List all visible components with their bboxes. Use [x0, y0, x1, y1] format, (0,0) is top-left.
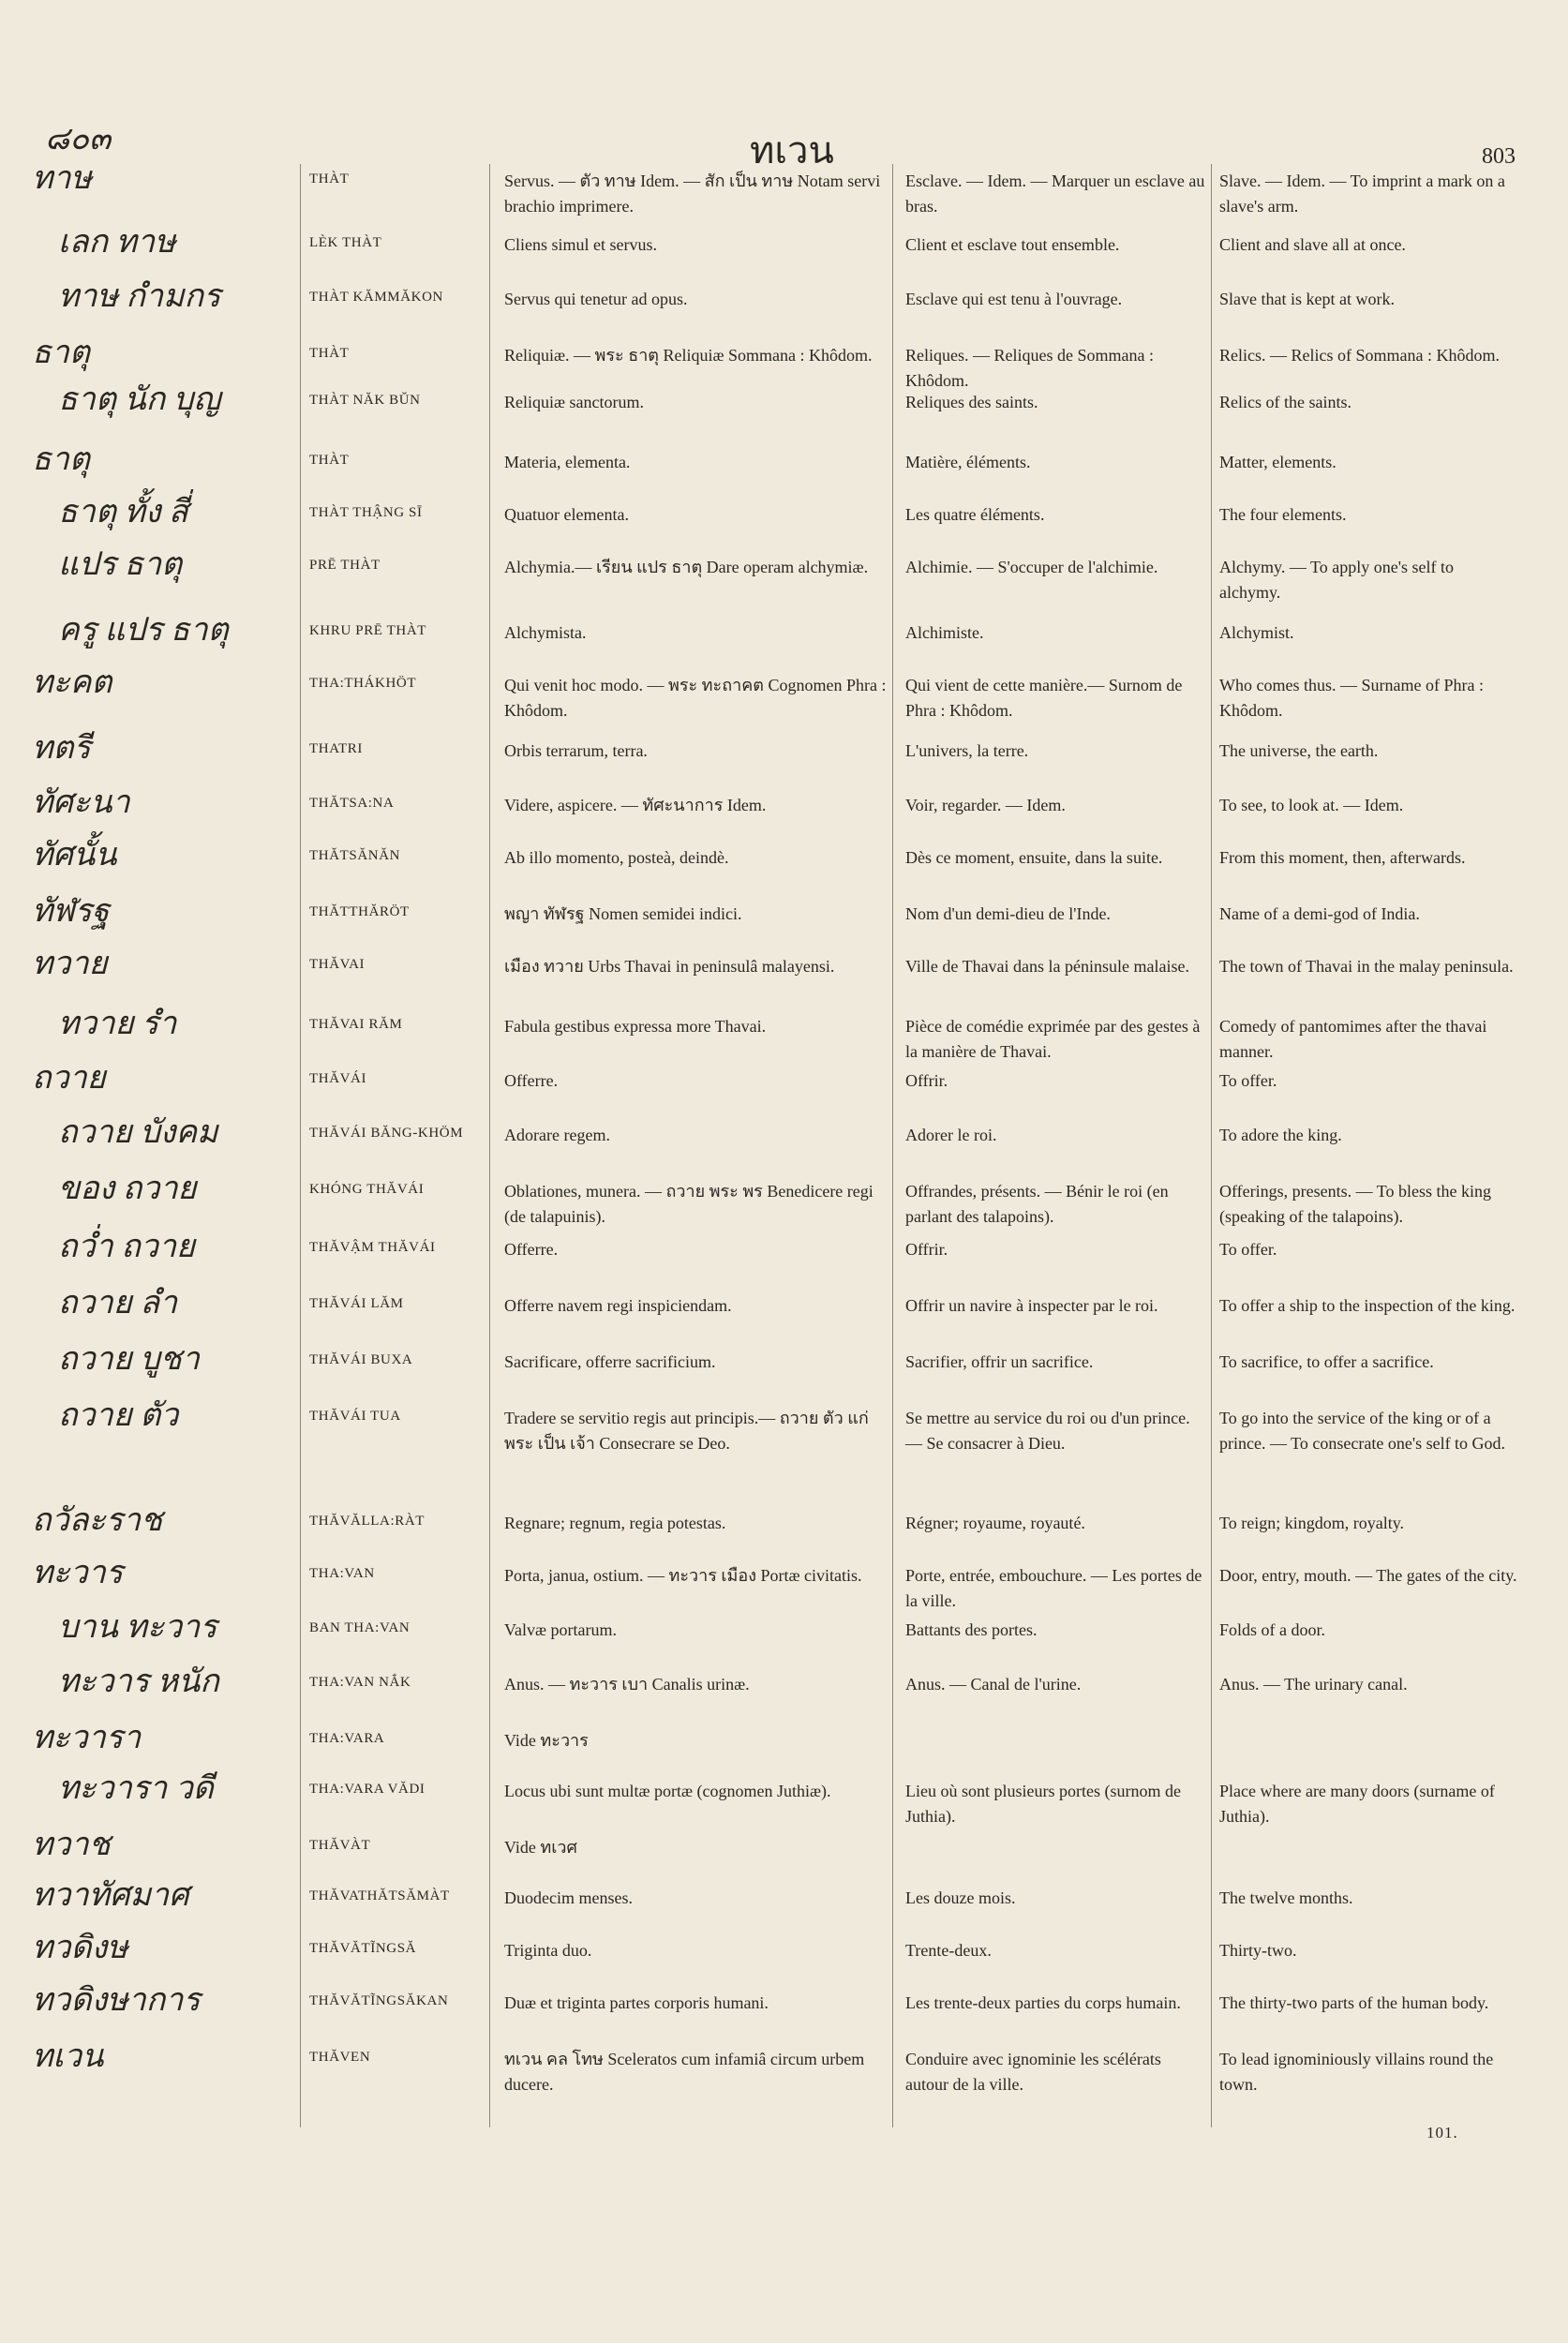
latin-definition: Porta, janua, ostium. — ทะวาร เมือง Portæ civitatis. — [504, 1566, 862, 1585]
french-definition: Les trente-deux parties du corps humain. — [905, 1993, 1181, 2012]
french-definition: Matière, éléments. — [905, 453, 1031, 471]
thai-headword: ทะวาร — [32, 1556, 124, 1590]
thai-headword: ทวาย รำ — [58, 1007, 177, 1041]
latin-definition: Locus ubi sunt multæ portæ (cognomen Juthiæ). — [504, 1782, 831, 1800]
latin-definition: Anus. — ทะวาร เบา Canalis urinæ. — [504, 1675, 750, 1694]
latin-definition: ทเวน คล โทษ Sceleratos cum infamiâ circum urbem ducere. — [504, 2050, 865, 2094]
romanization: THĂVÁI — [309, 1071, 367, 1086]
latin-definition: Sacrificare, offerre sacrificium. — [504, 1352, 716, 1371]
romanization: THATRI — [309, 741, 363, 756]
thai-headword: ทตรี — [32, 731, 91, 766]
latin-definition: Alchymista. — [504, 623, 587, 642]
thai-headword: ทะวารา วดี — [58, 1771, 214, 1806]
french-definition: Battants des portes. — [905, 1620, 1038, 1639]
column-rule-4 — [1211, 164, 1212, 2127]
romanization: THĂVAI — [309, 957, 366, 972]
english-definition: To offer. — [1219, 1240, 1277, 1259]
french-definition: Voir, regarder. — Idem. — [905, 796, 1066, 814]
romanization: THÀT THẬNG SĪ — [309, 505, 423, 520]
french-definition: Les quatre éléments. — [905, 505, 1045, 524]
latin-definition: เมือง ทวาย Urbs Thavai in peninsulâ malayensi. — [504, 957, 835, 976]
romanization: THĂVÁI TUA — [309, 1409, 401, 1424]
french-definition: Conduire avec ignominie les scélérats autour de la ville. — [905, 2050, 1161, 2094]
romanization: THĂVÀT — [309, 1838, 371, 1853]
french-definition: Qui vient de cette manière.— Surnom de Phra : Khôdom. — [905, 676, 1183, 720]
french-definition: Alchimie. — S'occuper de l'alchimie. — [905, 558, 1158, 576]
french-definition: Alchimiste. — [905, 623, 984, 642]
thai-headword: ถวาย — [32, 1061, 106, 1096]
latin-definition: Offerre. — [504, 1071, 559, 1090]
latin-definition: Offerre. — [504, 1240, 559, 1259]
latin-definition: Ab illo momento, posteà, deindè. — [504, 848, 729, 867]
french-definition: Reliques. — Reliques de Sommana : Khôdom. — [905, 346, 1154, 390]
running-head-word: ทเวน — [750, 129, 834, 172]
french-definition: Adorer le roi. — [905, 1126, 997, 1144]
english-definition: The universe, the earth. — [1219, 741, 1379, 760]
latin-definition: Alchymia.— เรียน แปร ธาตุ Dare operam alchymiæ. — [504, 558, 869, 576]
thai-headword: ทวาช — [32, 1828, 111, 1862]
english-definition: To offer a ship to the inspection of the king. — [1219, 1296, 1516, 1315]
thai-headword: เลก ทาษ — [58, 225, 176, 260]
thai-headword: ทะคต — [32, 665, 112, 700]
thai-headword: ทัศนั้น — [32, 838, 117, 873]
latin-definition: Oblationes, munera. — ถวาย พระ พร Benedicere regi (de talapuinis). — [504, 1182, 874, 1226]
english-definition: Door, entry, mouth. — The gates of the city. — [1219, 1566, 1517, 1585]
thai-headword: ถว่ำ ถวาย — [58, 1230, 195, 1264]
thai-headword: ถวัละราช — [32, 1503, 163, 1538]
english-definition: The four elements. — [1219, 505, 1347, 524]
english-definition: To reign; kingdom, royalty. — [1219, 1514, 1405, 1532]
romanization: PRĒ THÀT — [309, 558, 381, 573]
french-definition: Porte, entrée, embouchure. — Les portes de la ville. — [905, 1566, 1202, 1610]
english-definition: Relics. — Relics of Sommana : Khôdom. — [1219, 346, 1500, 365]
thai-headword: ทวาย — [32, 947, 108, 981]
column-rule-3 — [892, 164, 893, 2127]
romanization: THĂTTHĂRÖT — [309, 904, 410, 919]
latin-definition: Regnare; regnum, regia potestas. — [504, 1514, 726, 1532]
thai-headword: ครู แปร ธาตุ — [58, 613, 229, 648]
english-definition: Slave that is kept at work. — [1219, 290, 1395, 308]
thai-headword: ธาตุ นัก บุญ — [58, 382, 221, 417]
english-definition: Slave. — Idem. — To imprint a mark on a slave's arm. — [1219, 172, 1505, 216]
romanization: KHÓNG THĂVÁI — [309, 1182, 425, 1197]
thai-headword: ทัศะนา — [32, 785, 130, 820]
latin-definition: Adorare regem. — [504, 1126, 610, 1144]
latin-definition: Duodecim menses. — [504, 1888, 633, 1907]
french-definition: Sacrifier, offrir un sacrifice. — [905, 1352, 1094, 1371]
thai-headword: แปร ธาตุ — [58, 547, 183, 582]
romanization: THĂVÁI LĂM — [309, 1296, 404, 1311]
romanization: THĂVEN — [309, 2050, 371, 2065]
french-definition: Ville de Thavai dans la péninsule malaise. — [905, 957, 1189, 976]
romanization: THA:VAN — [309, 1566, 375, 1581]
english-definition: From this moment, then, afterwards. — [1219, 848, 1466, 867]
english-definition: Matter, elements. — [1219, 453, 1337, 471]
english-definition: The thirty-two parts of the human body. — [1219, 1993, 1489, 2012]
romanization: LÈK THÀT — [309, 235, 382, 250]
romanization: THA:VARA — [309, 1731, 385, 1746]
romanization: THÀT — [309, 346, 350, 361]
english-definition: Offerings, presents. — To bless the king (speaking of the talapoins). — [1219, 1182, 1492, 1226]
romanization: THÀT NĂK BŬN — [309, 393, 421, 408]
romanization: THA:THÁKHÖT — [309, 676, 417, 691]
romanization: THĂVAI RĂM — [309, 1017, 403, 1032]
latin-definition: Cliens simul et servus. — [504, 235, 657, 254]
latin-definition: Tradere se servitio regis aut principis.— ถวาย ตัว แก่ พระ เป็น เจ้า Consecrare se Deo. — [504, 1409, 869, 1453]
french-definition: Se mettre au service du roi ou d'un prince. — Se consacrer à Dieu. — [905, 1409, 1190, 1453]
thai-headword: ถวาย บังคม — [58, 1115, 218, 1150]
english-definition: Anus. — The urinary canal. — [1219, 1675, 1408, 1694]
english-definition: To lead ignominiously villains round the town. — [1219, 2050, 1494, 2094]
french-definition: Offrir. — [905, 1240, 948, 1259]
latin-definition: Qui venit hoc modo. — พระ ทะถาคต Cognomen Phra : Khôdom. — [504, 676, 887, 720]
column-rule-1 — [300, 164, 301, 2127]
english-definition: Alchymist. — [1219, 623, 1294, 642]
latin-definition: Offerre navem regi inspiciendam. — [504, 1296, 732, 1315]
romanization: THĂTSA:NA — [309, 796, 395, 811]
english-definition: To see, to look at. — Idem. — [1219, 796, 1404, 814]
page-number: 803 — [1482, 144, 1516, 169]
thai-headword: ถวาย ตัว — [58, 1398, 179, 1433]
thai-headword: ทัฬรฐ — [32, 894, 110, 929]
romanization: THĂTSĂNĂN — [309, 848, 401, 863]
latin-definition: Orbis terrarum, terra. — [504, 741, 648, 760]
romanization: THA:VAN NẮK — [309, 1675, 411, 1690]
latin-definition: Vide ทะวาร — [504, 1731, 589, 1750]
french-definition: Offrir. — [905, 1071, 948, 1090]
thai-headword: ถวาย บูชา — [58, 1342, 200, 1377]
latin-definition: Quatuor elementa. — [504, 505, 629, 524]
thai-headword: ทาษ — [32, 161, 92, 196]
romanization: THÀT — [309, 453, 350, 468]
romanization: THĂVẬM THĂVÁI — [309, 1240, 436, 1255]
thai-headword: ทะวาร หนัก — [58, 1664, 219, 1699]
english-definition: Relics of the saints. — [1219, 393, 1351, 411]
latin-definition: พญา ทัฬรฐ Nomen semidei indici. — [504, 904, 742, 923]
romanization: BAN THA:VAN — [309, 1620, 411, 1635]
latin-definition: Reliquiæ. — พระ ธาตุ Reliquiæ Sommana : Khôdom. — [504, 346, 873, 365]
latin-definition: Reliquiæ sanctorum. — [504, 393, 644, 411]
french-definition: Nom d'un demi-dieu de l'Inde. — [905, 904, 1111, 923]
french-definition: Reliques des saints. — [905, 393, 1038, 411]
latin-definition: Duæ et triginta partes corporis humani. — [504, 1993, 769, 2012]
column-rule-2 — [489, 164, 490, 2127]
latin-definition: Triginta duo. — [504, 1941, 592, 1960]
latin-definition: Vide ทเวศ — [504, 1838, 577, 1857]
french-definition: Régner; royaume, royauté. — [905, 1514, 1085, 1532]
english-definition: Name of a demi-god of India. — [1219, 904, 1420, 923]
romanization: THA:VARA VĂDI — [309, 1782, 426, 1797]
romanization: THĂVĂTĨNGSĂKAN — [309, 1993, 449, 2008]
english-definition: Comedy of pantomimes after the thavai manner. — [1219, 1017, 1487, 1061]
english-definition: The twelve months. — [1219, 1888, 1353, 1907]
thai-headword: ทะวารา — [32, 1721, 142, 1755]
latin-definition: Videre, aspicere. — ทัศะนาการ Idem. — [504, 796, 767, 814]
thai-headword: ทวดิงษาการ — [32, 1983, 201, 2018]
french-definition: Lieu où sont plusieurs portes (surnom de Juthia). — [905, 1782, 1181, 1826]
thai-headword: ทวาทัศมาศ — [32, 1878, 189, 1913]
english-definition: Client and slave all at once. — [1219, 235, 1406, 254]
english-definition: Who comes thus. — Surname of Phra : Khôdom. — [1219, 676, 1484, 720]
english-definition: Thirty-two. — [1219, 1941, 1297, 1960]
romanization: THĂVÁI BĂNG-KHÖM — [309, 1126, 464, 1141]
english-definition: Folds of a door. — [1219, 1620, 1326, 1639]
thai-headword: ทวดิงษ — [32, 1931, 128, 1965]
thai-headword: ธาตุ — [32, 442, 90, 477]
latin-definition: Servus. — ตัว ทาษ Idem. — สัก เป็น ทาษ Notam servi brachio imprimere. — [504, 172, 881, 216]
french-definition: Dès ce moment, ensuite, dans la suite. — [905, 848, 1163, 867]
english-definition: To sacrifice, to offer a sacrifice. — [1219, 1352, 1434, 1371]
thai-headword: ธาตุ — [32, 336, 90, 370]
french-definition: Anus. — Canal de l'urine. — [905, 1675, 1082, 1694]
english-definition: To adore the king. — [1219, 1126, 1342, 1144]
latin-definition: Servus qui tenetur ad opus. — [504, 290, 688, 308]
english-definition: Place where are many doors (surname of Juthia). — [1219, 1782, 1495, 1826]
thai-headword: ทาษ กำมกร — [58, 279, 221, 314]
romanization: KHRU PRĒ THÀT — [309, 623, 427, 638]
thai-headword: ทเวน — [32, 2039, 104, 2074]
english-definition: To go into the service of the king or of a prince. — To consecrate one's self to God. — [1219, 1409, 1506, 1453]
romanization: THĂVĂLLA:RÀT — [309, 1514, 426, 1529]
romanization: THÀT — [309, 172, 350, 187]
french-definition: Esclave qui est tenu à l'ouvrage. — [905, 290, 1123, 308]
french-definition: Esclave. — Idem. — Marquer un esclave au bras. — [905, 172, 1205, 216]
french-definition: Offrandes, présents. — Bénir le roi (en parlant des talapoins). — [905, 1182, 1169, 1226]
french-definition: L'univers, la terre. — [905, 741, 1029, 760]
french-definition: Client et esclave tout ensemble. — [905, 235, 1120, 254]
romanization: THĂVÁI BUXA — [309, 1352, 413, 1367]
english-definition: To offer. — [1219, 1071, 1277, 1090]
thai-headword: ธาตุ ทั้ง สี่ — [58, 495, 188, 530]
latin-definition: Fabula gestibus expressa more Thavai. — [504, 1017, 767, 1036]
french-definition: Pièce de comédie exprimée par des gestes à la manière de Thavai. — [905, 1017, 1201, 1061]
english-definition: The town of Thavai in the malay peninsula. — [1219, 957, 1514, 976]
thai-headword: บาน ทะวาร — [58, 1610, 217, 1645]
signature-mark: 101. — [1426, 2124, 1458, 2142]
romanization: THÀT KĂMMĂKON — [309, 290, 443, 305]
thai-headword: ถวาย ลำ — [58, 1286, 178, 1321]
english-definition: Alchymy. — To apply one's self to alchymy. — [1219, 558, 1454, 602]
romanization: THĂVATHĂTSĂMÀT — [309, 1888, 450, 1903]
french-definition: Les douze mois. — [905, 1888, 1016, 1907]
latin-definition: Materia, elementa. — [504, 453, 631, 471]
french-definition: Trente-deux. — [905, 1941, 992, 1960]
romanization: THĂVĂTĨNGSĂ — [309, 1941, 417, 1956]
thai-headword: ของ ถวาย — [58, 1172, 197, 1206]
french-definition: Offrir un navire à inspecter par le roi. — [905, 1296, 1158, 1315]
latin-definition: Valvæ portarum. — [504, 1620, 617, 1639]
thai-page-number: ๘๐๓ — [45, 122, 112, 157]
